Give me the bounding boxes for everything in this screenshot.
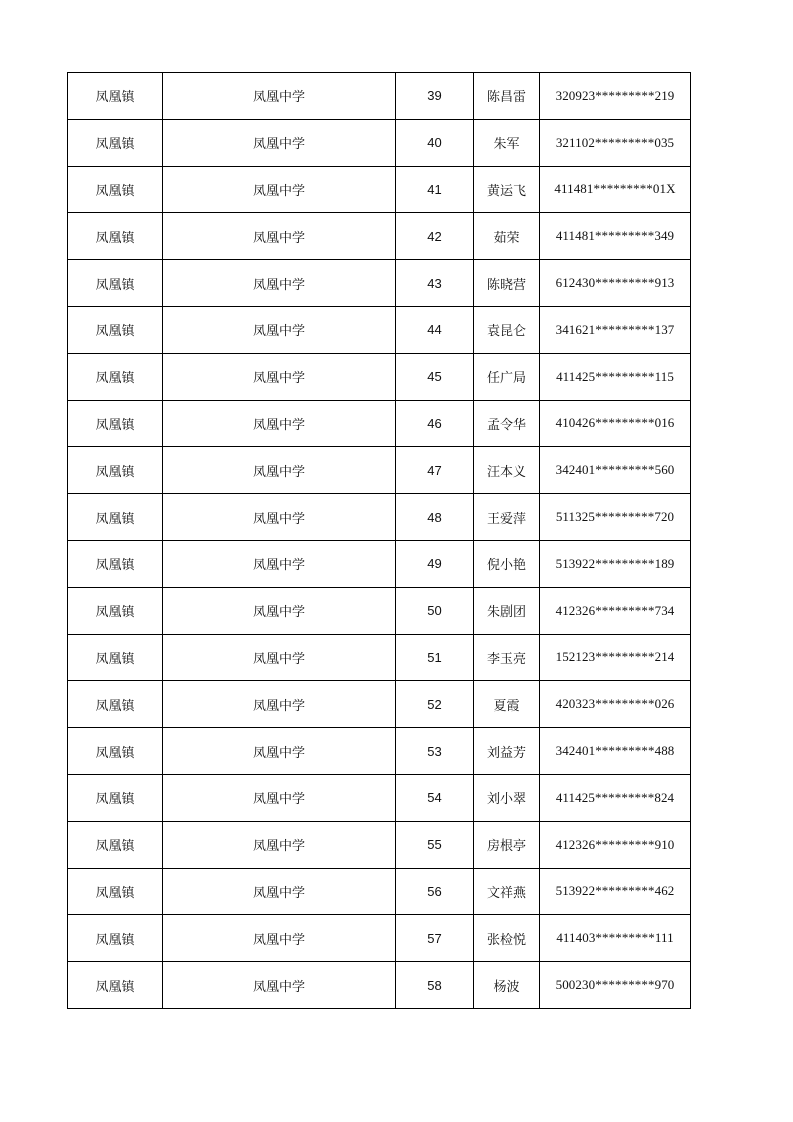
table-row [68,353,691,400]
town-cell: 凤凰镇 [68,73,163,120]
table-row [68,447,691,494]
town-cell: 凤凰镇 [68,728,163,775]
table-row [68,166,691,213]
table-row [68,73,691,120]
table-row [68,821,691,868]
table-row [68,119,691,166]
number-cell: 49 [396,540,474,587]
town-cell: 凤凰镇 [68,213,163,260]
town-cell: 凤凰镇 [68,260,163,307]
number-cell: 48 [396,494,474,541]
table-row [68,213,691,260]
town-cell: 凤凰镇 [68,119,163,166]
id-number-cell: 342401*********488 [540,728,691,775]
roster-sheet [67,72,690,1009]
table-row [68,728,691,775]
id-number-cell: 500230*********970 [540,962,691,1009]
name-cell: 袁昆仑 [474,306,540,353]
table-row [68,260,691,307]
town-cell: 凤凰镇 [68,353,163,400]
number-cell: 53 [396,728,474,775]
roster-table-body [68,73,691,1009]
name-cell: 夏霞 [474,681,540,728]
school-cell: 凤凰中学 [163,306,396,353]
table-row [68,587,691,634]
id-number-cell: 320923*********219 [540,73,691,120]
number-cell: 51 [396,634,474,681]
school-cell: 凤凰中学 [163,213,396,260]
school-cell: 凤凰中学 [163,540,396,587]
table-row [68,494,691,541]
number-cell: 54 [396,774,474,821]
town-cell: 凤凰镇 [68,166,163,213]
school-cell: 凤凰中学 [163,962,396,1009]
number-cell: 57 [396,915,474,962]
id-number-cell: 513922*********462 [540,868,691,915]
number-cell: 50 [396,587,474,634]
town-cell: 凤凰镇 [68,868,163,915]
number-cell: 56 [396,868,474,915]
town-cell: 凤凰镇 [68,774,163,821]
name-cell: 任广局 [474,353,540,400]
town-cell: 凤凰镇 [68,447,163,494]
id-number-cell: 411425*********824 [540,774,691,821]
id-number-cell: 420323*********026 [540,681,691,728]
name-cell: 刘小翠 [474,774,540,821]
school-cell: 凤凰中学 [163,587,396,634]
town-cell: 凤凰镇 [68,400,163,447]
town-cell: 凤凰镇 [68,681,163,728]
number-cell: 43 [396,260,474,307]
school-cell: 凤凰中学 [163,119,396,166]
town-cell: 凤凰镇 [68,494,163,541]
name-cell: 刘益芳 [474,728,540,775]
table-row [68,400,691,447]
school-cell: 凤凰中学 [163,728,396,775]
school-cell: 凤凰中学 [163,447,396,494]
school-cell: 凤凰中学 [163,915,396,962]
id-number-cell: 342401*********560 [540,447,691,494]
table-row [68,634,691,681]
table-row [68,306,691,353]
name-cell: 杨波 [474,962,540,1009]
number-cell: 55 [396,821,474,868]
town-cell: 凤凰镇 [68,915,163,962]
school-cell: 凤凰中学 [163,681,396,728]
town-cell: 凤凰镇 [68,587,163,634]
id-number-cell: 321102*********035 [540,119,691,166]
id-number-cell: 152123*********214 [540,634,691,681]
school-cell: 凤凰中学 [163,400,396,447]
name-cell: 茹荣 [474,213,540,260]
id-number-cell: 411481*********01X [540,166,691,213]
name-cell: 倪小艳 [474,540,540,587]
id-number-cell: 411425*********115 [540,353,691,400]
school-cell: 凤凰中学 [163,821,396,868]
table-row [68,540,691,587]
name-cell: 陈昌雷 [474,73,540,120]
town-cell: 凤凰镇 [68,540,163,587]
number-cell: 45 [396,353,474,400]
id-number-cell: 411403*********111 [540,915,691,962]
table-row [68,962,691,1009]
name-cell: 文祥燕 [474,868,540,915]
id-number-cell: 513922*********189 [540,540,691,587]
table-row [68,868,691,915]
number-cell: 44 [396,306,474,353]
id-number-cell: 341621*********137 [540,306,691,353]
id-number-cell: 412326*********910 [540,821,691,868]
school-cell: 凤凰中学 [163,353,396,400]
town-cell: 凤凰镇 [68,821,163,868]
town-cell: 凤凰镇 [68,962,163,1009]
number-cell: 58 [396,962,474,1009]
school-cell: 凤凰中学 [163,868,396,915]
id-number-cell: 412326*********734 [540,587,691,634]
id-number-cell: 612430*********913 [540,260,691,307]
id-number-cell: 511325*********720 [540,494,691,541]
name-cell: 张检悦 [474,915,540,962]
school-cell: 凤凰中学 [163,634,396,681]
number-cell: 47 [396,447,474,494]
name-cell: 陈晓营 [474,260,540,307]
school-cell: 凤凰中学 [163,73,396,120]
roster-table [67,72,691,1009]
number-cell: 39 [396,73,474,120]
school-cell: 凤凰中学 [163,260,396,307]
id-number-cell: 411481*********349 [540,213,691,260]
name-cell: 李玉亮 [474,634,540,681]
name-cell: 朱剧团 [474,587,540,634]
name-cell: 黄运飞 [474,166,540,213]
name-cell: 王爱萍 [474,494,540,541]
school-cell: 凤凰中学 [163,494,396,541]
table-row [68,915,691,962]
town-cell: 凤凰镇 [68,306,163,353]
school-cell: 凤凰中学 [163,774,396,821]
name-cell: 孟令华 [474,400,540,447]
name-cell: 汪本义 [474,447,540,494]
name-cell: 朱军 [474,119,540,166]
number-cell: 52 [396,681,474,728]
number-cell: 41 [396,166,474,213]
number-cell: 42 [396,213,474,260]
table-row [68,774,691,821]
table-row [68,681,691,728]
number-cell: 40 [396,119,474,166]
town-cell: 凤凰镇 [68,634,163,681]
school-cell: 凤凰中学 [163,166,396,213]
name-cell: 房根亭 [474,821,540,868]
id-number-cell: 410426*********016 [540,400,691,447]
number-cell: 46 [396,400,474,447]
